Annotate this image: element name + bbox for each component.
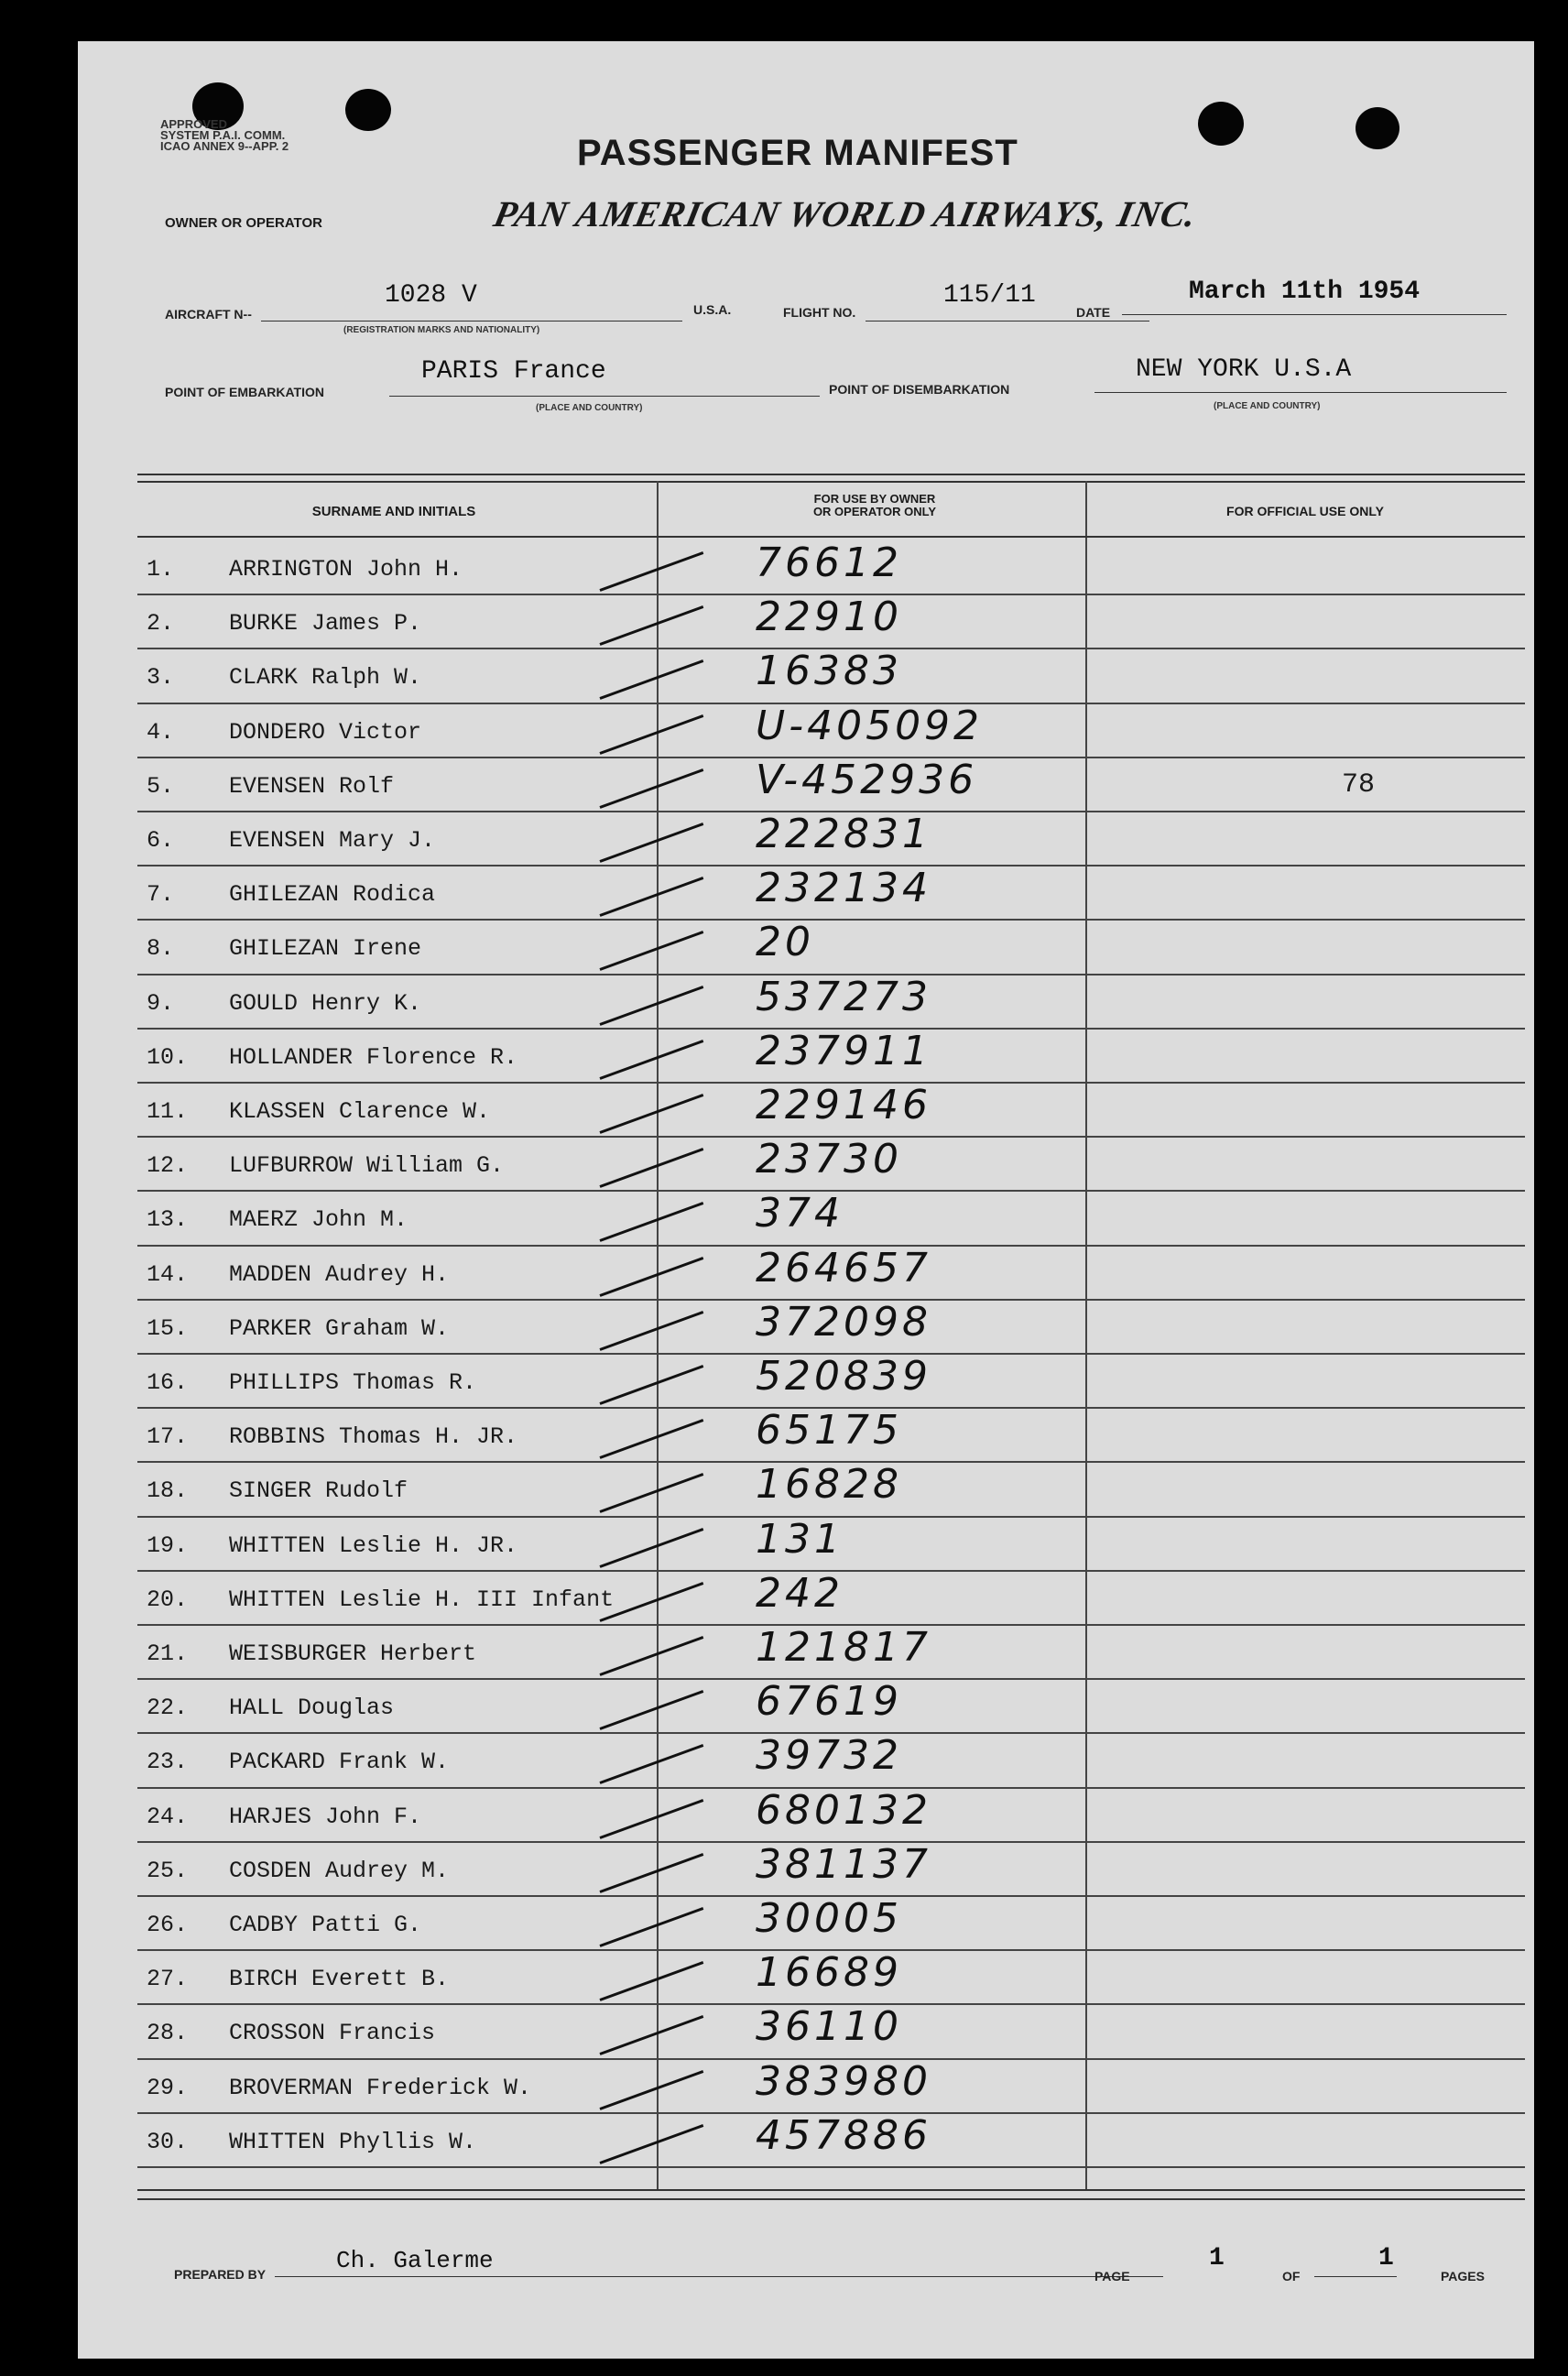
check-mark xyxy=(599,551,703,592)
document-title: PASSENGER MANIFEST xyxy=(577,133,1018,173)
check-mark xyxy=(599,931,703,971)
passenger-name: PACKARD Frank W. xyxy=(229,1749,450,1776)
check-mark xyxy=(599,1961,703,2001)
passenger-name: PARKER Graham W. xyxy=(229,1314,450,1342)
check-mark xyxy=(599,1365,703,1405)
passenger-name: CROSSON Francis xyxy=(229,2020,436,2047)
approval-line: SYSTEM P.A.I. COMM. xyxy=(160,128,286,142)
passenger-name: GOULD Henry K. xyxy=(229,989,422,1017)
owner-use-code: 76612 xyxy=(756,540,902,586)
passenger-number: 4. xyxy=(147,718,175,746)
check-mark xyxy=(599,877,703,917)
owner-use-code: 39732 xyxy=(756,1732,902,1780)
passenger-number: 22. xyxy=(147,1695,189,1722)
owner-use-code: 374 xyxy=(756,1190,844,1237)
owner-use-code: 16828 xyxy=(756,1461,902,1509)
passenger-number: 10. xyxy=(147,1043,189,1071)
passenger-name: HARJES John F. xyxy=(229,1803,422,1830)
passenger-number: 17. xyxy=(147,1423,189,1451)
passenger-number: 8. xyxy=(147,935,175,963)
check-mark xyxy=(599,823,703,863)
passenger-name: BURKE James P. xyxy=(229,610,422,638)
approval-stamp xyxy=(160,119,362,152)
surname-column-header: SURNAME AND INITIALS xyxy=(311,504,476,519)
passenger-name: BROVERMAN Frederick W. xyxy=(229,2074,532,2101)
passenger-name: WEISBURGER Herbert xyxy=(229,1640,477,1667)
check-mark xyxy=(599,2015,703,2055)
passenger-number: 24. xyxy=(147,1803,189,1830)
passenger-name: ARRINGTON John H. xyxy=(229,556,463,583)
passenger-name: CLARK Ralph W. xyxy=(229,664,422,692)
disembarkation-note: (PLACE AND COUNTRY) xyxy=(1214,401,1321,411)
owner-use-code: 520839 xyxy=(756,1353,931,1400)
check-mark xyxy=(599,1419,703,1459)
passenger-number: 11. xyxy=(147,1098,189,1125)
aircraft-label: AIRCRAFT N-- xyxy=(165,307,252,322)
disembarkation-label: POINT OF DISEMBARKATION xyxy=(829,382,1010,397)
passenger-name: GHILEZAN Rodica xyxy=(229,881,436,909)
passenger-number: 29. xyxy=(147,2074,189,2101)
passenger-number: 27. xyxy=(147,1966,189,1993)
passenger-number: 7. xyxy=(147,881,175,909)
owner-use-code: V-452936 xyxy=(756,756,978,803)
passenger-number: 30. xyxy=(147,2128,189,2155)
owner-use-code: 131 xyxy=(756,1515,844,1563)
owner-use-code: 121817 xyxy=(756,1624,931,1671)
passenger-name: WHITTEN Leslie H. III Infant xyxy=(229,1586,615,1613)
owner-use-code: 23730 xyxy=(756,1136,902,1183)
passenger-number: 21. xyxy=(147,1640,189,1667)
passenger-name: BIRCH Everett B. xyxy=(229,1966,450,1993)
owner-use-code: 229146 xyxy=(756,1082,931,1128)
approval-line: ICAO ANNEX 9--APP. 2 xyxy=(160,139,289,153)
passenger-number: 18. xyxy=(147,1477,189,1505)
check-mark xyxy=(599,1094,703,1134)
owner-use-code: 383980 xyxy=(756,2057,931,2105)
owner-use-code: 242 xyxy=(756,1569,844,1617)
flight-label: FLIGHT NO. xyxy=(783,305,856,320)
disembarkation-value: NEW YORK U.S.A xyxy=(1136,355,1352,384)
passenger-number: 6. xyxy=(147,827,175,854)
passenger-name: WHITTEN Leslie H. JR. xyxy=(229,1531,518,1559)
punch-hole xyxy=(1356,107,1399,149)
owner-use-code: 16689 xyxy=(756,1949,902,1997)
passenger-number: 19. xyxy=(147,1531,189,1559)
owner-use-code: 16383 xyxy=(756,648,902,695)
passenger-number: 16. xyxy=(147,1369,189,1396)
prepared-by-label: PREPARED BY xyxy=(174,2267,267,2282)
check-mark xyxy=(599,1744,703,1784)
passenger-name: HALL Douglas xyxy=(229,1695,395,1722)
passenger-name: GHILEZAN Irene xyxy=(229,935,422,963)
date-label: DATE xyxy=(1076,305,1111,320)
passenger-name: MAERZ John M. xyxy=(229,1206,408,1234)
flight-number: 115/11 xyxy=(943,281,1036,310)
owner-use-code: 680132 xyxy=(756,1786,931,1834)
check-mark xyxy=(599,1148,703,1188)
punch-hole xyxy=(1198,102,1244,146)
passenger-number: 14. xyxy=(147,1260,189,1288)
owner-use-code: 22910 xyxy=(756,594,902,641)
embarkation-note: (PLACE AND COUNTRY) xyxy=(536,403,643,413)
page-number: 1 xyxy=(1209,2244,1225,2272)
approval-line: APPROVED xyxy=(160,117,227,131)
passenger-name: KLASSEN Clarence W. xyxy=(229,1098,491,1125)
page-label: PAGE xyxy=(1094,2269,1130,2283)
owner-label: OWNER OR OPERATOR xyxy=(165,215,322,231)
passenger-number: 12. xyxy=(147,1152,189,1180)
passenger-name: PHILLIPS Thomas R. xyxy=(229,1369,477,1396)
owner-use-code: U-405092 xyxy=(756,702,984,749)
owner-use-code: 537273 xyxy=(756,973,931,1020)
owner-use-code: 222831 xyxy=(756,811,931,857)
check-mark xyxy=(599,768,703,809)
passenger-number: 5. xyxy=(147,772,175,800)
pages-label: PAGES xyxy=(1441,2269,1485,2283)
row-rule xyxy=(137,919,1525,921)
check-mark xyxy=(599,1257,703,1297)
check-mark xyxy=(599,1582,703,1622)
passenger-number: 23. xyxy=(147,1749,189,1776)
owner-use-code: 20 xyxy=(756,919,814,966)
passenger-name: DONDERO Victor xyxy=(229,718,422,746)
check-mark xyxy=(599,1202,703,1242)
passenger-name: CADBY Patti G. xyxy=(229,1912,422,1938)
owner-use-code: 457886 xyxy=(756,2111,931,2159)
check-mark xyxy=(599,659,703,700)
passenger-number: 20. xyxy=(147,1586,189,1613)
usa-label: U.S.A. xyxy=(693,302,732,317)
owner-column-header xyxy=(682,493,1067,518)
passenger-name: HOLLANDER Florence R. xyxy=(229,1043,518,1071)
registration-note: (REGISTRATION MARKS AND NATIONALITY) xyxy=(343,325,540,335)
check-mark xyxy=(599,1690,703,1730)
airline-name: PAN AMERICAN WORLD AIRWAYS, INC. xyxy=(490,193,1202,234)
owner-use-code: 65175 xyxy=(756,1407,902,1455)
passenger-number: 25. xyxy=(147,1857,189,1884)
owner-use-code: 264657 xyxy=(756,1244,931,1292)
passenger-name: EVENSEN Mary J. xyxy=(229,827,436,854)
passenger-number: 13. xyxy=(147,1206,189,1234)
owner-use-code: 232134 xyxy=(756,865,931,912)
flight-date: March 11th 1954 xyxy=(1189,278,1421,306)
check-mark xyxy=(599,986,703,1026)
embarkation-label: POINT OF EMBARKATION xyxy=(165,385,324,399)
owner-use-code: 237911 xyxy=(756,1027,931,1074)
owner-use-code: 381137 xyxy=(756,1840,931,1888)
row-rule xyxy=(137,2166,1525,2168)
passenger-number: 26. xyxy=(147,1912,189,1938)
check-mark xyxy=(599,1473,703,1513)
check-mark xyxy=(599,714,703,755)
check-mark xyxy=(599,1311,703,1351)
check-mark xyxy=(599,1636,703,1676)
passenger-name: EVENSEN Rolf xyxy=(229,772,395,800)
passenger-name: COSDEN Audrey M. xyxy=(229,1857,450,1884)
passenger-name: SINGER Rudolf xyxy=(229,1477,408,1505)
passenger-number: 28. xyxy=(147,2020,189,2047)
check-mark xyxy=(599,1528,703,1568)
official-use-value: 78 xyxy=(1342,768,1376,801)
passenger-number: 15. xyxy=(147,1314,189,1342)
owner-use-code: 372098 xyxy=(756,1298,931,1346)
embarkation-value: PARIS France xyxy=(421,357,606,386)
check-mark xyxy=(599,1853,703,1893)
passenger-name: ROBBINS Thomas H. JR. xyxy=(229,1423,518,1451)
passenger-number: 2. xyxy=(147,610,175,638)
of-label: OF xyxy=(1282,2269,1301,2283)
owner-column-header-line: OR OPERATOR ONLY xyxy=(812,505,937,518)
passenger-name: WHITTEN Phyllis W. xyxy=(229,2128,477,2155)
owner-use-code: 67619 xyxy=(756,1678,902,1726)
check-mark xyxy=(599,1907,703,1947)
passenger-number: 1. xyxy=(147,556,175,583)
check-mark xyxy=(599,605,703,646)
check-mark xyxy=(599,1040,703,1080)
check-mark xyxy=(599,2070,703,2110)
passenger-number: 9. xyxy=(147,989,175,1017)
passenger-name: LUFBURROW William G. xyxy=(229,1152,505,1180)
official-column-header: FOR OFFICIAL USE ONLY xyxy=(1226,504,1384,518)
aircraft-number: 1028 V xyxy=(385,281,477,310)
owner-use-code: 30005 xyxy=(756,1895,902,1942)
check-mark xyxy=(599,1799,703,1839)
owner-column-header-line: FOR USE BY OWNER xyxy=(813,492,936,506)
prepared-by-value: Ch. Galerme xyxy=(336,2247,494,2274)
owner-use-code: 36110 xyxy=(756,2003,902,2051)
passenger-number: 3. xyxy=(147,664,175,692)
page-total: 1 xyxy=(1378,2244,1394,2272)
manifest-sheet xyxy=(78,41,1534,2359)
passenger-name: MADDEN Audrey H. xyxy=(229,1260,450,1288)
check-mark xyxy=(599,2124,703,2164)
